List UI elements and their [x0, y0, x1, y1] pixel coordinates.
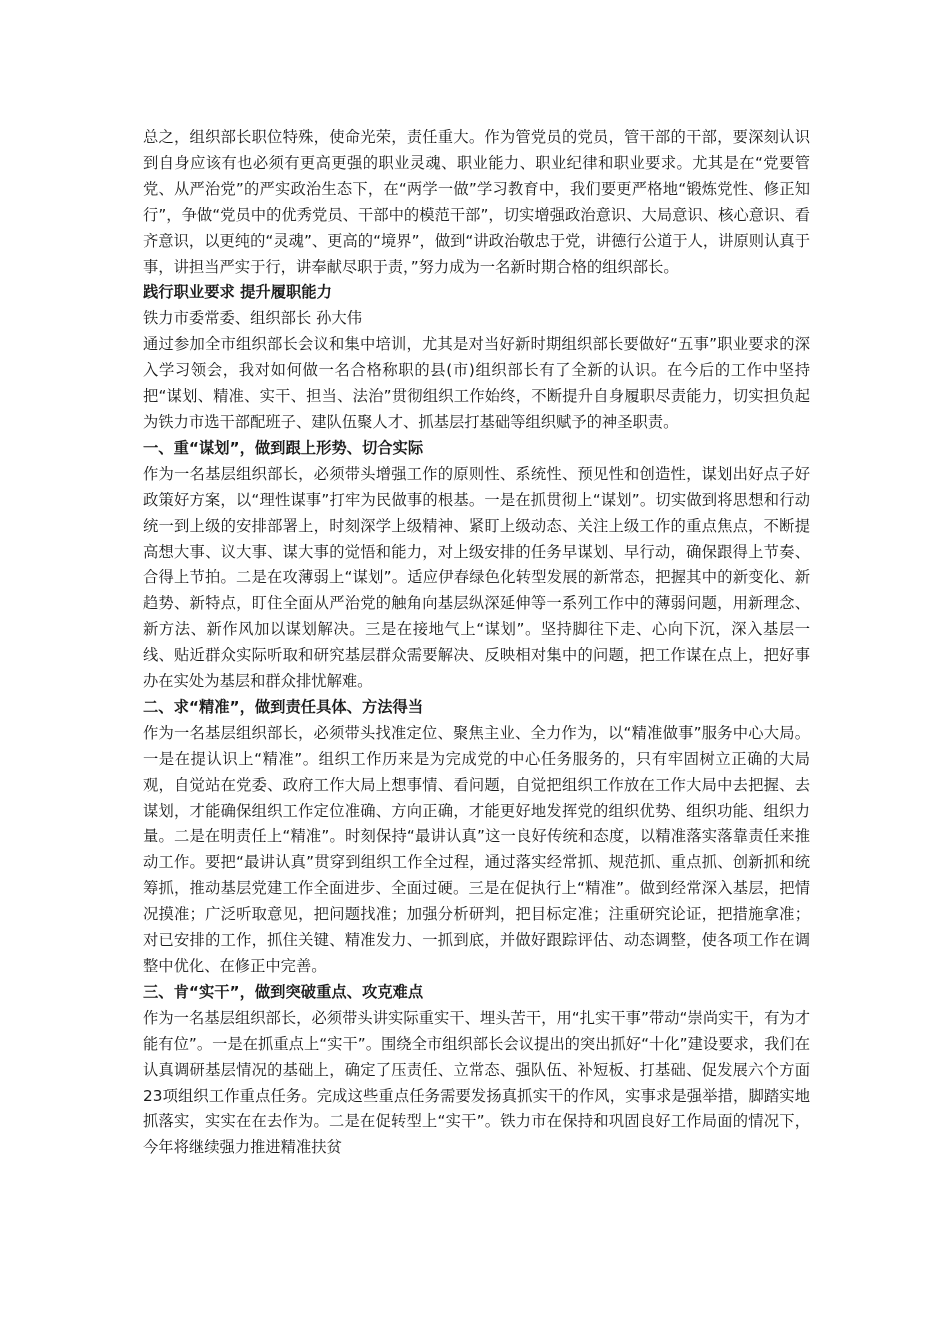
article-intro-paragraph: 通过参加全市组织部长会议和集中培训，尤其是对当好新时期组织部长要做好“五事”职业要求的深入学习领会，我对如何做一名合格称职的县(市)组织部长有了全新的认识。在今后的工作中坚持把“谋划、精准、实干、担当、法治”贯彻组织工作始终，不断提升自身履职尽责能力，切实担负起为铁力市选干部配班子、建队伍聚人才、抓基层打基础等组织赋予的神圣职责。 [143, 335, 810, 431]
section-body-precision: 作为一名基层组织部长，必须带头找准定位、聚焦主业、全力作为，以“精准做事”服务中心大局。一是在提认识上“精准”。组织工作历来是为完成党的中心任务服务的，只有牢固树立正确的大局观，自觉站在党委、政府工作大局上想事情、看问题，自觉把组织工作放在工作大局中去把握、去谋划，才能确保组织工作定位准确、方向正确，才能更好地发挥党的组织优势、组织功能、组织力量。二是在明责任上“精准”。时刻保持“最讲认真”这一良好传统和态度，以精准落实落靠责任来推动工作。要把“最讲认真”贯穿到组织工作全过程，通过落实经常抓、规范抓、重点抓、创新抓和统筹抓，推动基层党建工作全面进步、全面过硬。三是在促执行上“精准”。做到经常深入基层，把情况摸准；广泛听取意见，把问题找准；加强分析研判，把目标定准；注重研究论证，把措施拿准；对已安排的工作，抓住关键、精准发力、一抓到底，并做好跟踪评估、动态调整，使各项工作在调整中优化、在修正中完善。 [143, 723, 810, 975]
article-title: 践行职业要求 提升履职能力 [143, 283, 332, 302]
section-heading-planning: 一、重“谋划”，做到跟上形势、切合实际 [143, 438, 424, 457]
section-heading-precision: 二、求“精准”，做到责任具体、方法得当 [143, 697, 424, 716]
author-line: 铁力市委常委、组织部长 孙大伟 [143, 309, 363, 328]
section-heading-hard-work: 三、肯“实干”，做到突破重点、攻克难点 [143, 982, 424, 1001]
section-body-hard-work: 作为一名基层组织部长，必须带头讲实际重实干、埋头苦干，用“扎实干事”带动“崇尚实干，有为才能有位”。一是在抓重点上“实干”。围绕全市组织部长会议提出的突出抓好“十化”建设要求，我们在认真调研基层情况的基础上，确定了压责任、立常态、强队伍、补短板、打基础、促发展六个方面23项组织工作重点任务。完成这些重点任务需要发扬真抓实干的作风，实事求是强举措，脚踏实地抓落实，实实在在去作为。二是在促转型上“实干”。铁力市在保持和巩固良好工作局面的情况下，今年将继续强力推进精准扶贫 [143, 1008, 810, 1157]
section-body-planning: 作为一名基层组织部长，必须带头增强工作的原则性、系统性、预见性和创造性，谋划出好点子好政策好方案，以“理性谋事”打牢为民做事的根基。一是在抓贯彻上“谋划”。切实做到将思想和行动统一到上级的安排部署上，时刻深学上级精神、紧盯上级动态、关注上级工作的重点焦点，不断提高想大事、议大事、谋大事的觉悟和能力，对上级安排的任务早谋划、早行动，确保跟得上节奏、合得上节拍。二是在攻薄弱上“谋划”。适应伊春绿色化转型发展的新常态，把握其中的新变化、新趋势、新特点，盯住全面从严治党的触角向基层纵深延伸等一系列工作中的薄弱问题，用新理念、新方法、新作风加以谋划解决。三是在接地气上“谋划”。坚持脚往下走、心向下沉，深入基层一线、贴近群众实际听取和研究基层群众需要解决、反映相对集中的问题，把工作谋在点上，把好事办在实处为基层和群众排忧解难。 [143, 464, 810, 691]
intro-paragraph: 总之，组织部长职位特殊，使命光荣，责任重大。作为管党员的党员，管干部的干部，要深刻认识到自身应该有也必须有更高更强的职业灵魂、职业能力、职业纪律和职业要求。尤其是在“党要管党、从严治党”的严实政治生态下，在“两学一做”学习教育中，我们要更严格地“锻炼党性、修正知行”，争做“党员中的优秀党员、干部中的模范干部”，切实增强政治意识、大局意识、核心意识、看齐意识，以更纯的“灵魂”、更高的“境界”，做到“讲政治敬忠于党，讲德行公道于人，讲原则认真于事，讲担当严实于行，讲奉献尽职于责，”努力成为一名新时期合格的组织部长。 [143, 128, 810, 276]
